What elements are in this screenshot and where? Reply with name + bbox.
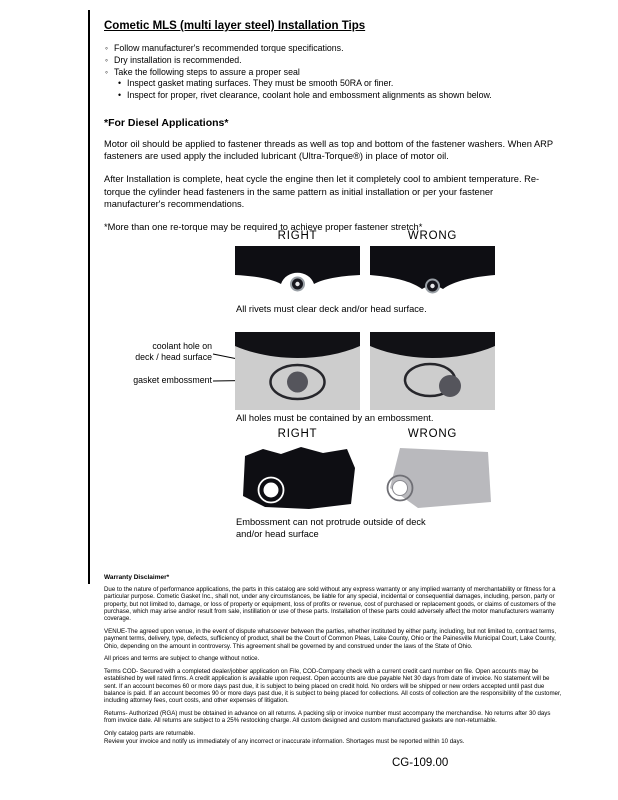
diesel-paragraph-motor-oil: Motor oil should be applied to fastener threads as well as top and bottom of the fastener washers. When ARP fasteners are used apply the included lubricant (Ultra-Torque®) in place of motor oil. (104, 138, 553, 162)
tip-item-dry-install: ◦ Dry installation is recommended. (104, 55, 570, 67)
embossment-wrong-diagram (370, 332, 495, 410)
page-title: Cometic MLS (multi layer steel) Installation Tips (104, 20, 366, 32)
rivet-right-figure (235, 246, 360, 296)
deck-edge-right-diagram (235, 444, 360, 512)
tip-subitem-alignments: • Inspect for proper, rivet clearance, coolant hole and embossment alignments as shown below. (117, 90, 570, 102)
rivet-right-diagram (235, 246, 360, 296)
coolant-hole (439, 375, 461, 397)
row1-right-header: RIGHT (277, 230, 318, 242)
row2-caption: All holes must be contained by an embossment. (236, 413, 434, 423)
row1-caption: All rivets must clear deck and/or head surface. (236, 304, 427, 314)
deck-edge-wrong-figure (370, 444, 495, 512)
coolant-hole-label (126, 341, 212, 362)
disclaimer-paragraph-catalog-parts: Only catalog parts are returnable. (104, 730, 196, 738)
embossment-right-diagram (235, 332, 360, 410)
disclaimer-paragraph-terms: Terms COD- Secured with a completed dealer/jobber application on File, COD-Company check with a current credit card number on file. Open accounts may be established by well rated firms. A credit application is available upon request. Open accounts are due payable Net 30 days from date of invoice. No statement will be sent. If an account becomes 60 or more days past due, it is subject to being placed on credit hold. No orders will be shipped or new orders accepted until past due balance is paid. If an account becomes 90 or more days past due, it is subject to being placed for collections. All costs of collection are the responsibility of the customer, including attorney fees, court costs, and other expenses of litigation. (104, 668, 562, 705)
disclaimer-paragraph-returns: Returns- Authorized (RGA) must be obtained in advance on all returns. A packing slip or invoice number must accompany the merchandise. No returns after 30 days from invoice date. All returns are subject to a 25% restocking charge. All custom designed and custom manufactured gaskets are non-returnable. (104, 710, 551, 725)
row1-wrong-header: WRONG (407, 230, 458, 242)
intro-section (104, 20, 570, 244)
row3-caption-line2: and/or head surface (236, 529, 319, 539)
tip-item-torque: ◦ Follow manufacturer's recommended torque specifications. (104, 43, 570, 55)
disclaimer-paragraph-warranty: Due to the nature of performance applications, the parts in this catalog are sold without any express warranty or any implied warranty of merchantability or fitness for a particular purpose. Cometic Gasket Inc., shall not, under any circumstances, be liable for any special, incidental or consequential damages, including, person, party or property, but not limited to, damage, or loss of property or equipment, loss of profits or revenue, cost of purchased or replacement goods, or claims of customers of the purchase, which may arise and/or result from sale, instillation or use of these parts. Installation of these parts could adversely affect the motor manufacturers warranty coverage. (104, 586, 556, 623)
embossment-right-figure (235, 332, 360, 410)
row3-wrong-header: WRONG (407, 428, 458, 440)
row3-right-header: RIGHT (277, 428, 318, 440)
disclaimer-paragraph-prices: All prices and terms are subject to change without notice. (104, 655, 260, 663)
deck-edge-right-figure (235, 444, 360, 512)
diesel-applications-heading: *For Diesel Applications* (104, 116, 229, 129)
gasket-embossment-label: gasket embossment (133, 375, 212, 385)
coolant-hole (287, 372, 308, 393)
row3-caption-line1: Embossment can not protrude outside of deck (236, 517, 426, 527)
embossment-wrong-figure (370, 332, 495, 410)
tip-subitem-mating-surfaces: • Inspect gasket mating surfaces. They must be smooth 50RA or finer. (117, 78, 570, 90)
embossment-hole (393, 481, 408, 496)
installation-tips-list (104, 43, 570, 102)
warranty-disclaimer-section (104, 574, 562, 750)
page-code: CG-109.00 (392, 757, 449, 769)
coolant-hole-label-line1: coolant hole on (152, 341, 212, 351)
embossment-hole (264, 483, 279, 498)
rivet-wrong-diagram (370, 246, 495, 296)
tip-item-proper-seal: ◦ Take the following steps to assure a proper seal (104, 67, 570, 79)
diesel-paragraph-heat-cycle: After Installation is complete, heat cycle the engine then let it completely cool to ambient temperature. Re-torque the cylinder head fasteners in the same pattern as initial installation or per your fastener manufacturer's recommendations. (104, 174, 540, 209)
diesel-retorque-note: *More than one re-torque may be required to achieve proper fastener stretch* (104, 222, 423, 232)
disclaimer-paragraph-review-invoice: Review your invoice and notify us immediately of any incorrect or inaccurate information. Shortages must be reported within 10 days. (104, 737, 465, 745)
row3-caption (236, 516, 426, 540)
left-border-rule (88, 10, 90, 584)
disclaimer-paragraph-venue: VENUE-The agreed upon venue, in the event of dispute whatsoever between the parties, whether instituted by either party, including, but not limited to, contract terms, payment terms, delivery, type, defects, sufficiency of product, shall be the Court of Common Pleas, Lake County, Ohio or the Painesville Municipal Court, Lake County, Ohio, depending on the amount in controversy. This agreement shall be governed by and construed under the laws of the State of Ohio. (104, 627, 557, 650)
warranty-disclaimer-heading: Warranty Disclaimer* (104, 574, 170, 581)
rivet-wrong-figure (370, 246, 495, 296)
coolant-hole-label-line2: deck / head surface (135, 351, 212, 362)
deck-edge-wrong-diagram (370, 444, 495, 512)
